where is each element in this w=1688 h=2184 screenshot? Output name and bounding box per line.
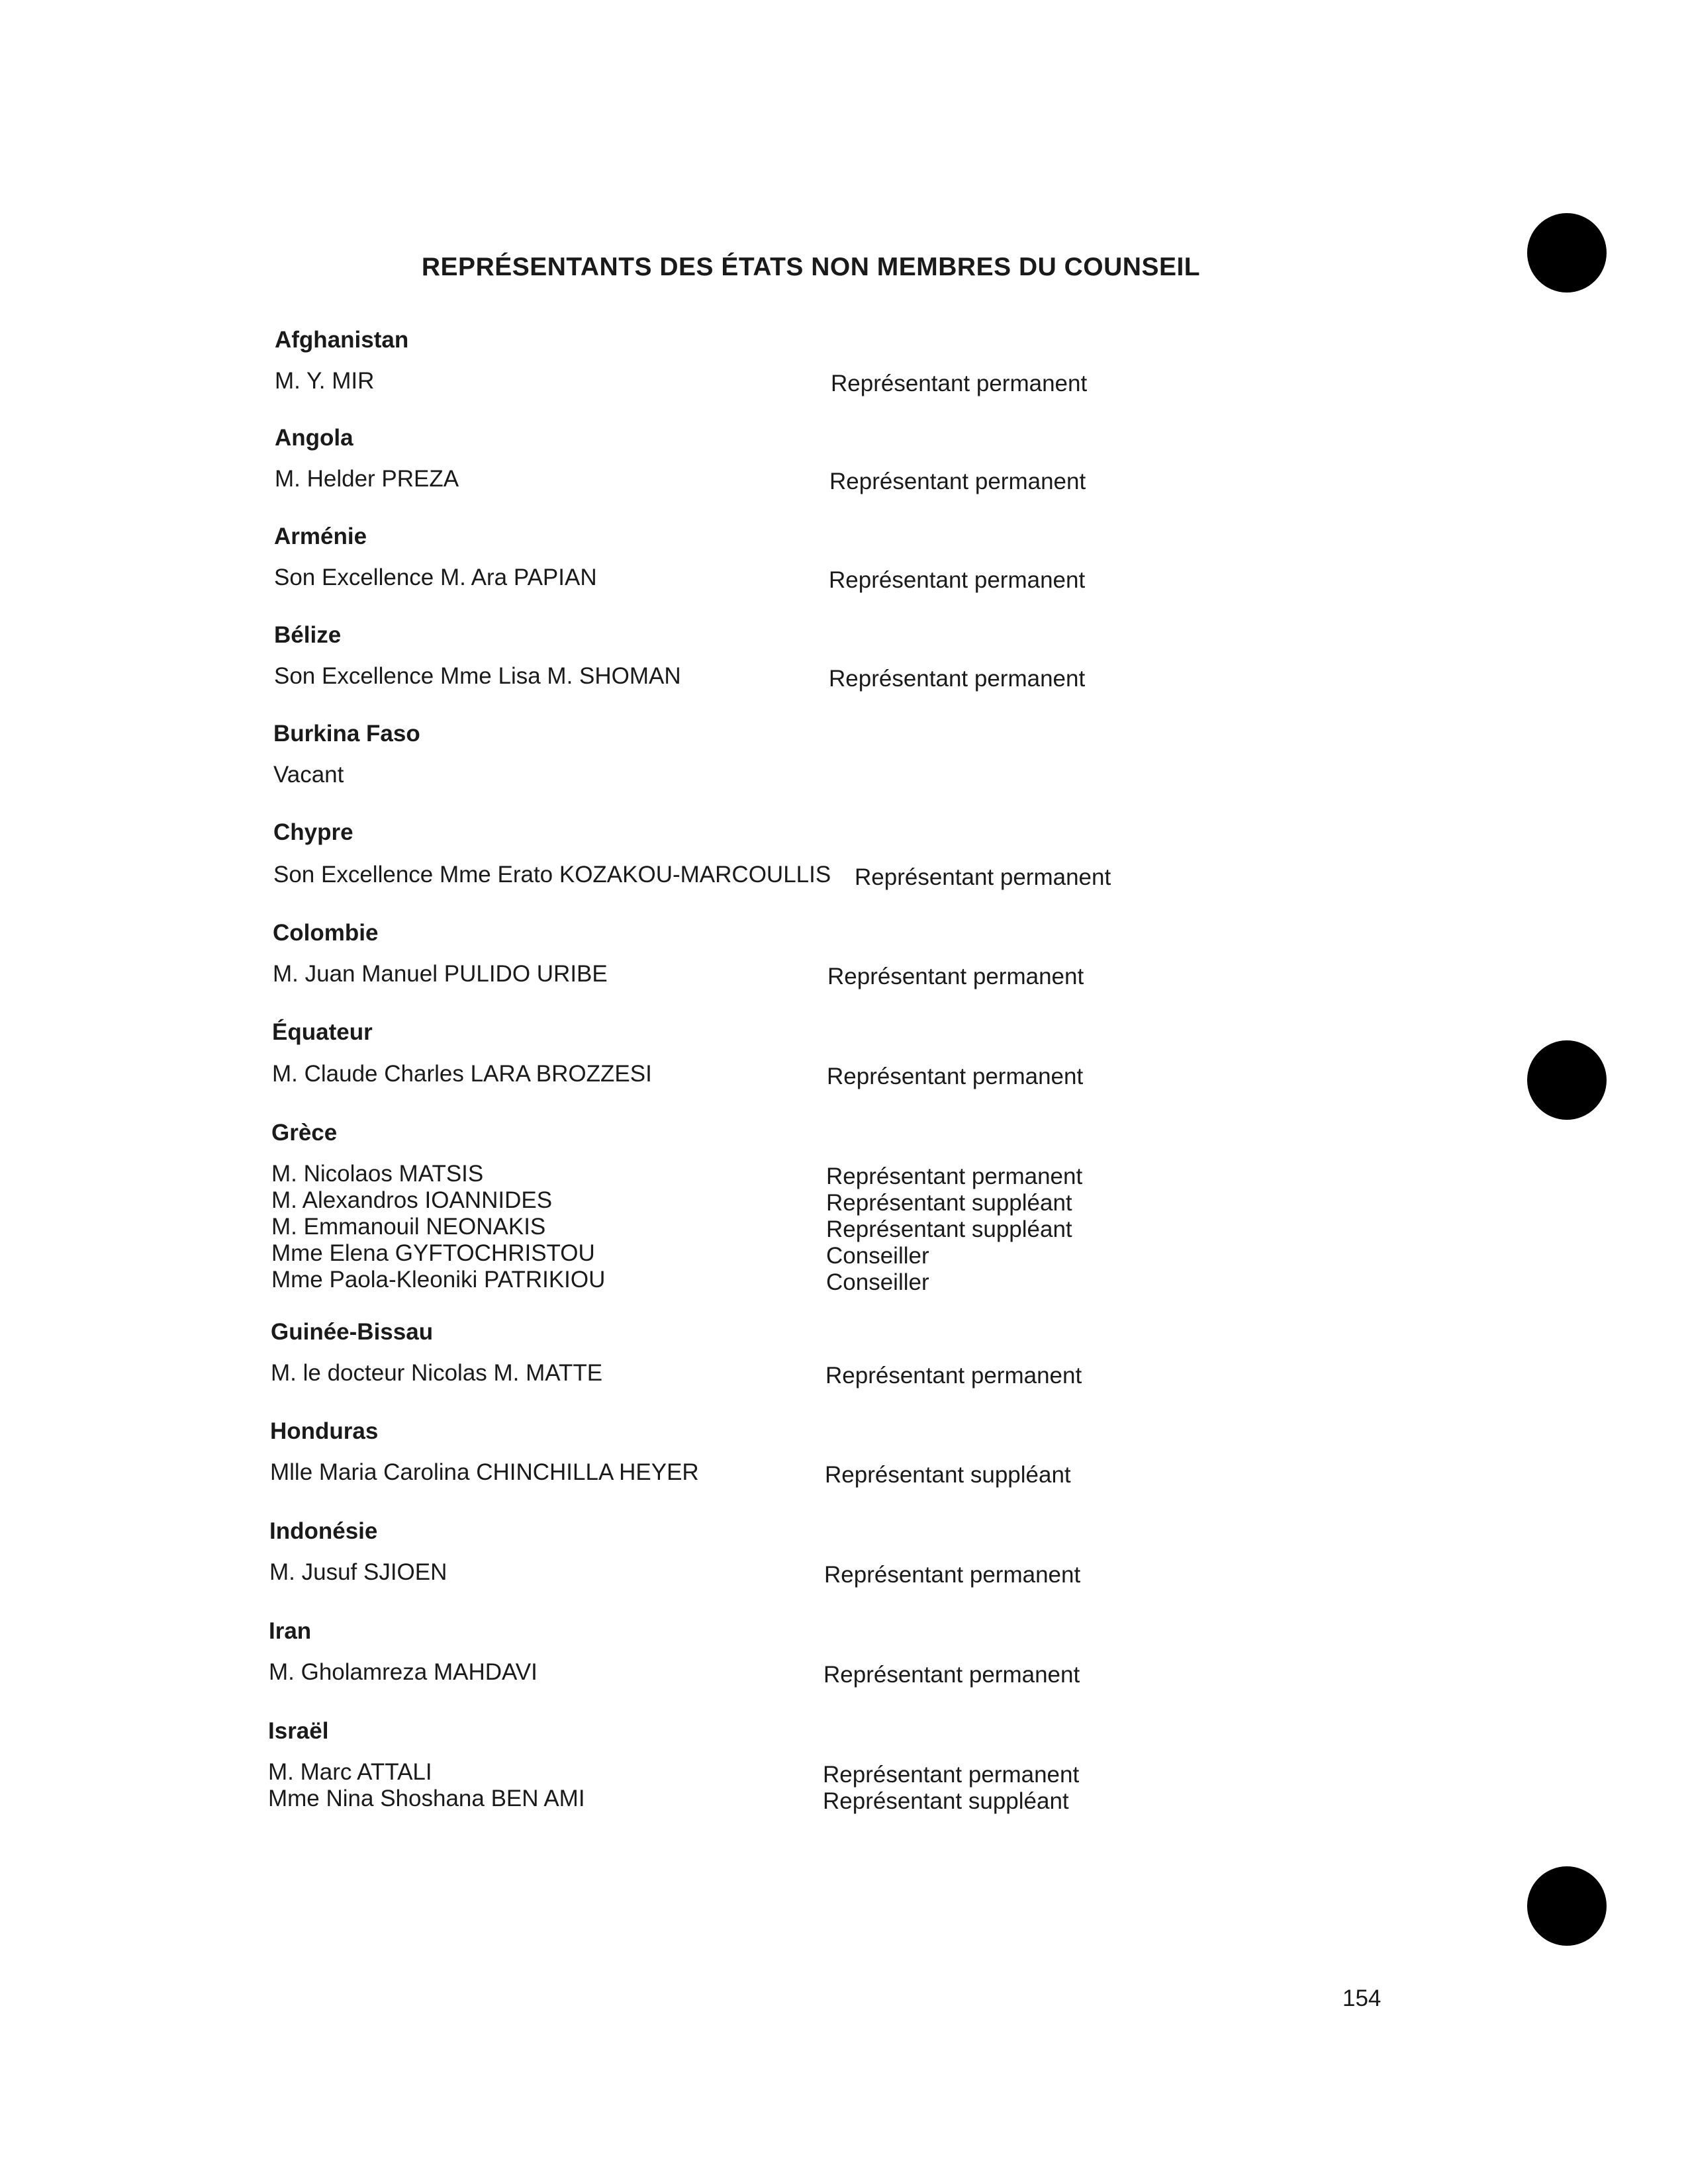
person-list	[273, 762, 344, 788]
person-name: M. Alexandros IOANNIDES	[271, 1187, 553, 1213]
person-role: Représentant suppléant	[826, 1216, 1072, 1242]
person-role: Représentant suppléant	[826, 1190, 1072, 1216]
person-name: Mme Nina Shoshana BEN AMI	[268, 1786, 585, 1811]
person-role: Représentant permanent	[829, 469, 1086, 494]
person-list	[275, 466, 1086, 494]
punch-hole-icon	[1527, 1866, 1607, 1946]
person-name: M. le docteur Nicolas M. MATTE	[271, 1360, 603, 1386]
person-list	[271, 1360, 1082, 1388]
person-row	[273, 862, 1111, 890]
person-name: Mme Paola-Kleoniki PATRIKIOU	[271, 1267, 606, 1293]
person-row	[271, 1161, 1083, 1189]
person-role: Représentant permanent	[826, 1163, 1083, 1189]
country-heading: Colombie	[273, 920, 379, 946]
person-name: M. Juan Manuel PULIDO URIBE	[273, 961, 608, 987]
person-name: M. Nicolaos MATSIS	[271, 1161, 484, 1187]
country-heading: Indonésie	[269, 1518, 378, 1544]
person-role: Représentant permanent	[823, 1762, 1080, 1788]
country-heading: Afghanistan	[275, 327, 409, 353]
person-row	[273, 961, 1084, 989]
person-row	[271, 1214, 1072, 1242]
person-list	[268, 1759, 1080, 1814]
person-name: M. Marc ATTALI	[268, 1759, 432, 1785]
person-row	[268, 1759, 1080, 1788]
person-role: Représentant permanent	[855, 864, 1111, 890]
country-heading: Arménie	[274, 523, 367, 549]
punch-hole-icon	[1527, 1040, 1607, 1120]
person-role: Représentant permanent	[823, 1662, 1080, 1688]
person-row	[271, 1240, 929, 1269]
country-heading: Burkina Faso	[273, 721, 420, 747]
punch-hole-icon	[1527, 213, 1607, 293]
person-list	[269, 1659, 1080, 1688]
person-list	[274, 663, 1086, 692]
person-row	[275, 368, 1088, 396]
person-role: Représentant permanent	[827, 1064, 1084, 1089]
country-heading: Angola	[275, 425, 353, 451]
person-row	[271, 1267, 929, 1295]
person-row	[274, 663, 1086, 692]
person-list	[275, 368, 1088, 396]
person-row	[273, 762, 344, 788]
person-name: M. Y. MIR	[275, 368, 375, 394]
person-row	[274, 565, 1086, 593]
person-list	[273, 961, 1084, 989]
person-row	[275, 466, 1086, 494]
person-name: Mme Elena GYFTOCHRISTOU	[271, 1240, 595, 1266]
person-row	[271, 1360, 1082, 1388]
person-name: Vacant	[273, 762, 344, 788]
person-role: Conseiller	[826, 1243, 929, 1269]
country-heading: Grèce	[271, 1120, 338, 1146]
person-row	[268, 1786, 1069, 1814]
person-role: Représentant permanent	[829, 666, 1086, 692]
person-list	[273, 862, 1111, 890]
person-row	[270, 1459, 1071, 1488]
person-role: Représentant suppléant	[823, 1788, 1069, 1814]
person-role: Représentant suppléant	[825, 1462, 1071, 1488]
person-list	[272, 1061, 1084, 1089]
person-name: Son Excellence Mme Lisa M. SHOMAN	[274, 663, 681, 689]
country-heading: Bélize	[274, 622, 342, 648]
person-row	[271, 1187, 1072, 1216]
person-role: Représentant permanent	[825, 1363, 1082, 1388]
person-list	[271, 1161, 1083, 1295]
country-heading: Chypre	[273, 819, 353, 845]
person-name: M. Claude Charles LARA BROZZESI	[272, 1061, 652, 1087]
person-role: Représentant permanent	[824, 1562, 1081, 1588]
person-role: Représentant permanent	[829, 567, 1086, 593]
country-heading: Équateur	[272, 1019, 373, 1045]
person-row	[272, 1061, 1084, 1089]
person-name: M. Jusuf SJIOEN	[269, 1559, 447, 1585]
person-name: Son Excellence M. Ara PAPIAN	[274, 565, 597, 590]
person-name: M. Emmanouil NEONAKIS	[271, 1214, 546, 1240]
person-list	[270, 1459, 1071, 1488]
person-row	[269, 1559, 1081, 1588]
person-list	[269, 1559, 1081, 1588]
country-heading: Israël	[268, 1718, 329, 1744]
person-name: Mlle Maria Carolina CHINCHILLA HEYER	[270, 1459, 699, 1485]
person-list	[274, 565, 1086, 593]
person-role: Représentant permanent	[831, 371, 1088, 396]
person-name: M. Gholamreza MAHDAVI	[269, 1659, 538, 1685]
person-name: Son Excellence Mme Erato KOZAKOU-MARCOULLIS	[273, 862, 831, 887]
person-role: Représentant permanent	[827, 964, 1084, 989]
country-heading: Honduras	[270, 1418, 379, 1444]
country-heading: Guinée-Bissau	[271, 1319, 434, 1345]
person-name: M. Helder PREZA	[275, 466, 459, 492]
page-title: REPRÉSENTANTS DES ÉTATS NON MEMBRES DU COUNSEIL	[421, 253, 1201, 281]
person-row	[269, 1659, 1080, 1688]
person-role: Conseiller	[826, 1269, 929, 1295]
page-number: 154	[1342, 1985, 1382, 2011]
country-heading: Iran	[269, 1618, 312, 1644]
